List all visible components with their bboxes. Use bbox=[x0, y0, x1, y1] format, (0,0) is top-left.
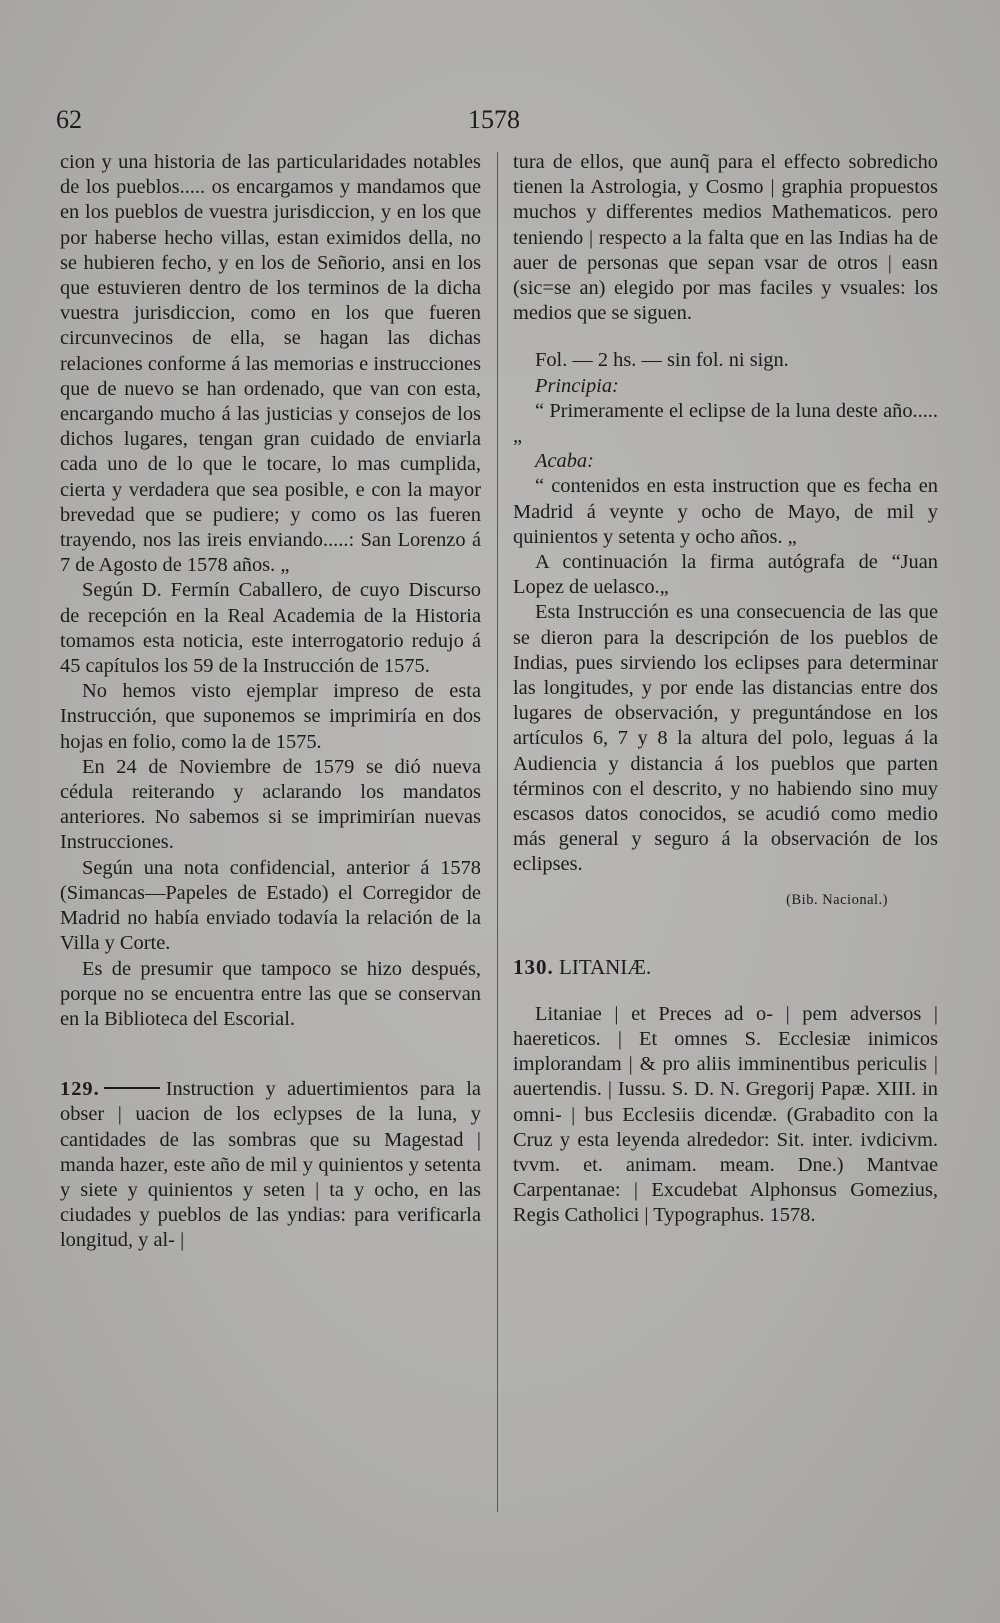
paragraph-caballero: Según D. Fermín Caballero, de cuyo Discurso de recepción en la Real Academia de la Historia tomamos esta noticia, este interrogatorio redujo á 45 capítulos los 59 de la Instrucción de 1575. bbox=[60, 579, 481, 678]
paragraph-no-ejemplar: No hemos visto ejemplar impreso de esta Instrucción, que suponemos se imprimiría en dos hojas en folio, como la de 1575. bbox=[60, 680, 481, 753]
commentary: Esta Instrucción es una consecuencia de las que se dieron para la descripción de los pueblos de Indias, pues sirviendo los eclipses para determinar las longitudes, y por ende las distancias entre dos lugares de observación, y preguntándose en los artículos 6, 7 y 8 la altura del polo, leguas á la Audiencia y distancia á los pueblos que parten términos con el descrito, y no habiendo sino muy escasos datos conocidos, se acudió como medio más general y seguro á la observación de los eclipses. bbox=[513, 601, 938, 876]
acaba-label: Acaba: bbox=[535, 450, 594, 473]
column-divider bbox=[497, 152, 498, 1512]
entry-dash bbox=[104, 1087, 160, 1089]
entry-129-number: 129. bbox=[60, 1078, 100, 1101]
left-column bbox=[60, 150, 481, 1254]
paragraph-nota-confidencial: Según una nota confidencial, anterior á 1578 (Simancas—Papeles de Estado) el Corregidor de Madrid no había enviado todavía la relación de la Villa y Corte. bbox=[60, 856, 481, 955]
entry-129-text bbox=[60, 1077, 481, 1253]
entry-129 bbox=[60, 1077, 481, 1253]
right-column bbox=[513, 150, 938, 1229]
collation: Fol. — 2 hs. — sin fol. ni sign. bbox=[535, 349, 789, 372]
entry-130-title: LITANIÆ. bbox=[559, 954, 652, 979]
paragraph-cedula-1579: En 24 de Noviembre de 1579 se dió nueva cédula reiterando y aclarando los mandatos anteriores. No sabemos si se imprimirían nuevas Instrucciones. bbox=[60, 755, 481, 854]
source-library: (Bib. Nacional.) bbox=[786, 891, 888, 908]
acaba-text: “ contenidos en esta instruction que es fecha en Madrid á veynte y ocho de Mayo, de mil y quinientos y setenta y ocho años. „ bbox=[513, 475, 938, 548]
entry-130-number: 130. bbox=[513, 954, 554, 979]
entry-129-continuation: tura de ellos, que aunq̃ para el effecto sobredicho tienen la Astrologia, y Cosmo | graphia propuestos muchos y differentes medios Mathematicos. pero teniendo | respecto a la falta que en las Indias ha de auer de personas que sepan vsar de otros | easn (sic=se an) elegido por mas faciles y vsuales: los medios que se siguen. bbox=[513, 151, 938, 325]
principia-text: “ Primeramente el eclipse de la luna deste año..... „ bbox=[513, 399, 938, 448]
paragraph-escorial: Es de presumir que tampoco se hizo después, porque no se encuentra entre las que se conservan en la Biblioteca del Escorial. bbox=[60, 957, 481, 1030]
page-header bbox=[0, 105, 1000, 135]
entry-129-title-text: Instruction y aduertimientos para la obser | uacion de los eclypses de la luna, y cantidades de las sombras que su Magestad | manda hazer, este año de mil y quinientos y setenta y siete y quinientos y seten | ta y ocho, en las ciudades y pueblos de las yndias: para verificarla longitud, y al- | bbox=[60, 1078, 481, 1252]
entry-130-heading bbox=[513, 954, 938, 980]
signature-note: A continuación la firma autógrafa de “Juan Lopez de uelasco.„ bbox=[513, 551, 938, 599]
letter-continuation: cion y una historia de las particularidades notables de los pueblos..... os encargamos y mandamos que en los pueblos de vuestra jurisdiccion, y en los que por haberse hecho villas, estan eximidos della, no se hubieren fecho, y en los de Señorio, ansi en los que estuvieren dentro de los terminos de la dicha vuestra jurisdiccion, como en los que fueren circunvecinos de ella, se hagan las dichas relaciones conforme á las memorias e instrucciones que de nuevo se han ordenado, que van con esta, encargando mucho á las justicias y consejos de los dichos lugares, tengan gran cuidado de enviarla cada uno de lo que le tocare, lo mas cumplida, cierta y verdadera que sea posible, e con la mayor brevedad que se pudiere; y como os las fueren trayendo, nos las ireis enviando.....: San Lorenzo á 7 de Agosto de 1578 años. „ bbox=[60, 151, 481, 577]
running-head-year: 1578 bbox=[468, 105, 520, 134]
entry-130-text: Litaniae | et Preces ad o- | pem adversos | haereticos. | Et omnes S. Ecclesiæ inimicos implorandam | & pro aliis imminentibus periculis | auertendis. | Iussu. S. D. N. Gregorij Papæ. XIII. in omni- | bus Ecclesiis dicendæ. (Grabadito con la Cruz y esta leyenda alrededor: Sit. inter. ivdicivm. tvvm. et. animam. meam. Dne.) Mantvae Carpentanae: | Excudebat Alphonsus Gomezius, Regis Catholici | Typographus. 1578. bbox=[513, 1002, 938, 1227]
principia-label: Principia: bbox=[535, 374, 619, 397]
page-number: 62 bbox=[56, 105, 82, 134]
